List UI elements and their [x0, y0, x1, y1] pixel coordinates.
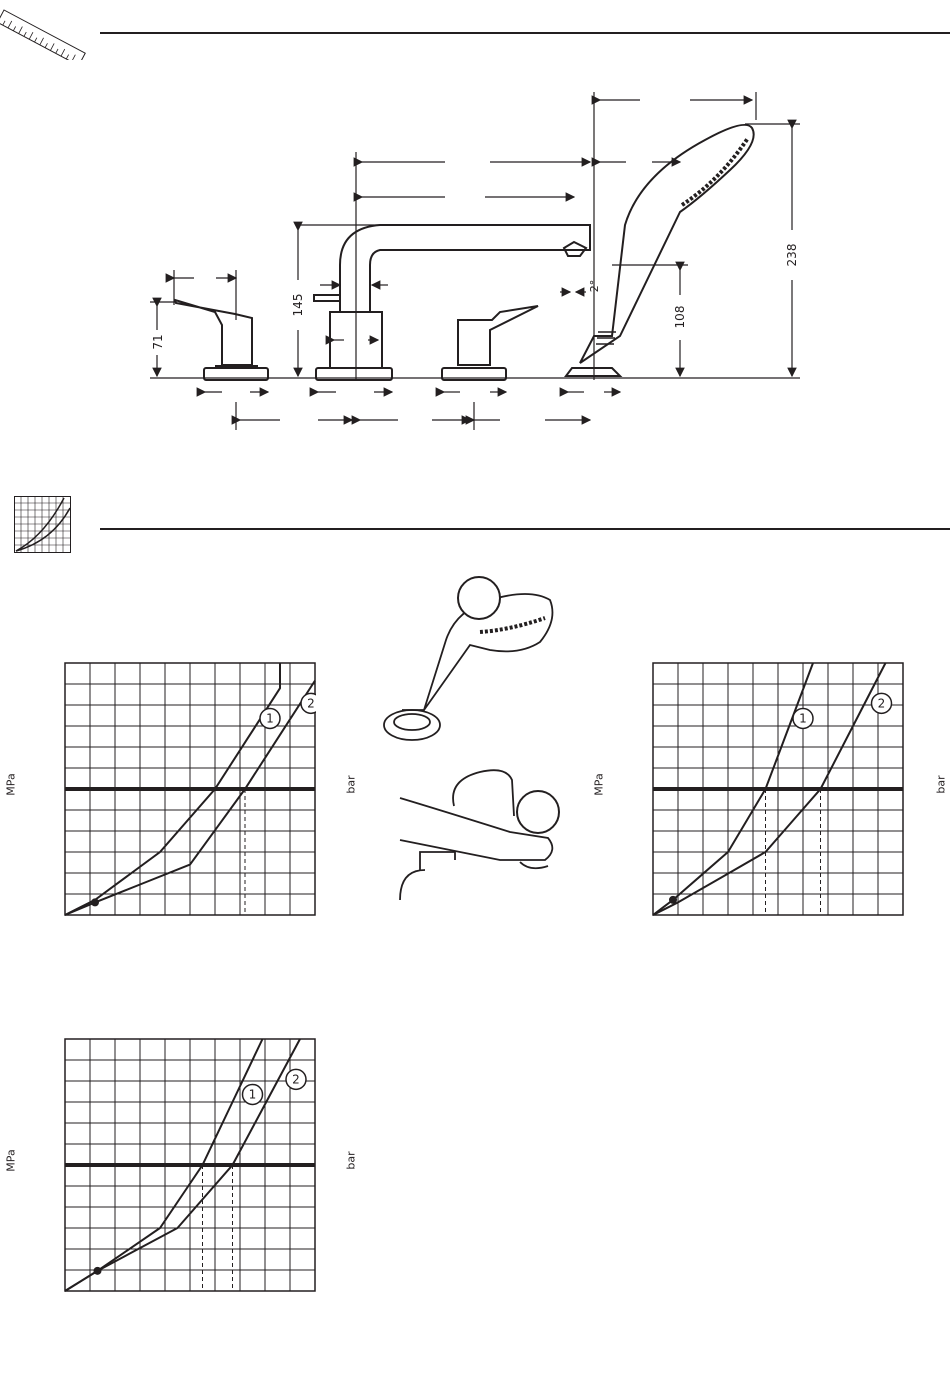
- section-rule-top: [100, 32, 950, 34]
- operating-point: [91, 898, 99, 906]
- series-label-1: 1: [248, 1087, 257, 1102]
- flow-chart-icon: [14, 496, 72, 554]
- chart-2-right-unit: bar: [934, 775, 948, 794]
- product-illustration: [380, 570, 580, 920]
- operating-point: [669, 896, 677, 904]
- dim-angle: 2°: [588, 279, 601, 293]
- chart-1-left-unit: MPa: [4, 773, 18, 796]
- chart-3-right-unit: bar: [344, 1151, 358, 1170]
- dim-238: 238: [785, 243, 799, 267]
- dim-108: 108: [673, 305, 687, 329]
- callout-b: [517, 791, 559, 833]
- ruler-icon: [0, 0, 90, 60]
- section-rule-bottom: [100, 528, 950, 530]
- callout-a: [458, 577, 500, 619]
- series-label-1: 1: [266, 711, 274, 726]
- chart-3-left-unit: MPa: [4, 1149, 18, 1172]
- series-label-2: 2: [307, 696, 315, 711]
- operating-point: [94, 1267, 102, 1275]
- dim-145: 145: [291, 293, 305, 317]
- chart-3: [64, 1038, 316, 1293]
- chart-1: [64, 662, 316, 917]
- chart-1-right-unit: bar: [344, 775, 358, 794]
- chart-2-left-unit: MPa: [592, 773, 606, 796]
- series-label-2: 2: [292, 1072, 300, 1087]
- series-label-2: 2: [877, 696, 886, 711]
- dimension-drawing: [0, 80, 950, 440]
- left-handle-shape: [175, 300, 252, 365]
- series-label-1: 1: [799, 711, 807, 726]
- chart-2: [652, 662, 904, 917]
- dim-71: 71: [151, 334, 165, 350]
